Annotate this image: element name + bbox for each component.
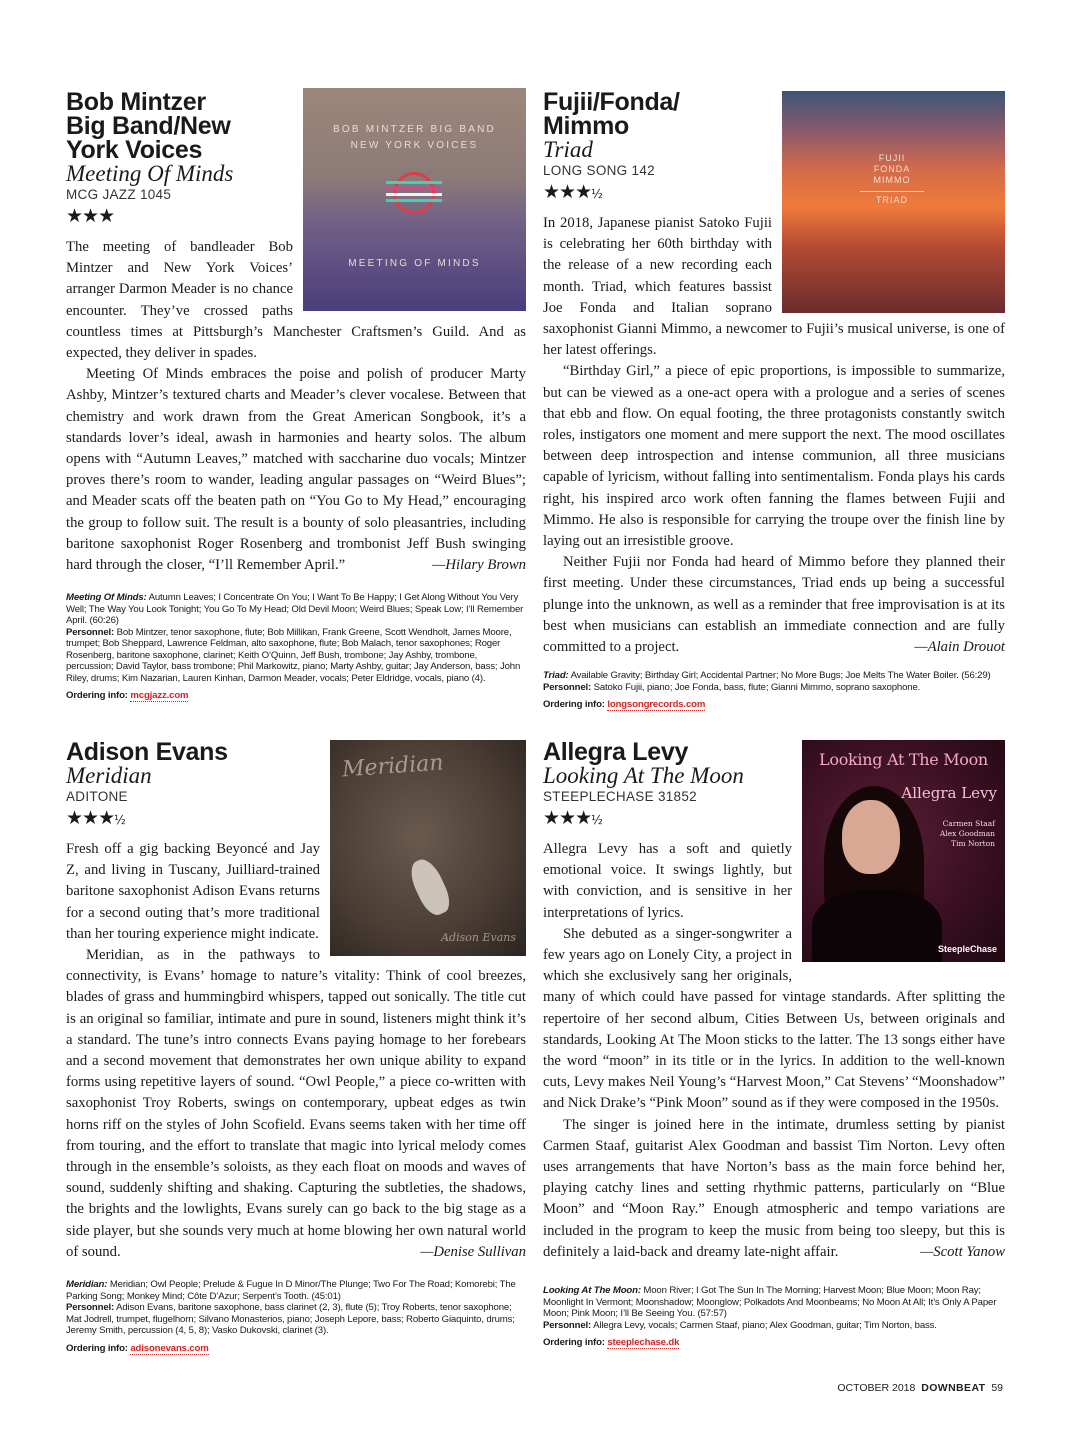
track-list bbox=[543, 1285, 1005, 1320]
paragraph-text: Meeting Of Minds embraces the poise and polish of producer Marty Ashby, Mintzer’s textured charts and Meader’s clever vocalese. Between that chemistry and work drawn from the Great American Songbook, it’s a standards lover’s ideal, awash in harmonies and hearty solos. The album opens with “Autumn Leaves,” matched with saccharine duo vocals; Mintzer proves there’s room to wander, leading angular passages on “Weird Blues”; and Meader scats off the beaten path on “You Go to My Head,” encouraging the group to follow suit. The result is a bounty of solo pleasantries, including baritone saxophonist Roger Rosenberg and trombonist Jeff Bush swinging hard through the closer, “I’ll Remember April.” bbox=[66, 366, 526, 574]
personnel-list: Bob Mintzer, tenor saxophone, flute; Bob Millikan, Frank Greene, Scott Wendholt, James Moore, trumpet; Bob Sheppard, Lawrence Feldman, alto saxophone, flute; Bob Malach, tenor saxophones; Roger Rosenberg, baritone saxophone, clarinet; Keith O’Quinn, Jeff Bush, trombone; Jay Ashby, trombone, percussion; David Taylor, bass trombone; Phil Markowitz, piano; Marty Ashby, guitar; Jay Anderson, bass; John Riley, drums; Kim Nazarian, Lauren Kinhan, Darmon Meader, vocals; Peter Eldridge, vocals, piano (4). bbox=[66, 626, 521, 684]
personnel bbox=[543, 1320, 1005, 1332]
album-cover-meridian[interactable] bbox=[330, 740, 526, 956]
track-list bbox=[66, 1279, 526, 1302]
record-label: ADITONE bbox=[66, 789, 128, 804]
album-title: Meridian bbox=[66, 763, 152, 788]
byline: —Hilary Brown bbox=[432, 557, 526, 574]
paragraph-text: Meridian, as in the pathways to connectivity, is Evans’ homage to nature’s vitality: Think of cool breezes, blades of grass and hummingbird whispers, tapped out sonically. The title cut is an original so familiar, intimate and pure in sound, listeners might think it’s a standard. The tune’s intro connects Evans paying homage to her forebears and a second movement that demonstrates her own unique ability to expand forms using repetitive layers of sound. “Owl People,” a piece co-written with saxophonist Troy Roberts, swings on contemporary, upbeat edges as twin horns riff on the styles of John Scofield. Evans seems taken with her time off from touring, and the effort to translate that magic into lyrical melody comes through in the ensemble’s soloists, as they each float on moods and waves of sound, suddenly shifting and shaking. Capturing the subtleties, the shadows, the brights and the lowlights, Evans surely can go back to the big stage as a side player, but she sounds very much at home blowing her own natural world of sound. bbox=[66, 947, 526, 1260]
review-paragraph: Allegra Levy has a soft and quietly emotional voice. It swings lightly, but with conviction, and is sensitive in her interpretations of lyrics. bbox=[543, 841, 792, 921]
record-label: LONG SONG 142 bbox=[543, 163, 655, 178]
half-star: ½ bbox=[114, 813, 126, 827]
review-paragraph bbox=[66, 364, 526, 576]
review-paragraph: The meeting of bandleader Bob Mintzer and New York Voices’ arranger Darmon Meader is no chance encounter. They’ve crossed paths countless times at Pittsburgh’s Manchester Craftsmen’s Guild. And as expected, they deliver in spades. bbox=[66, 239, 526, 362]
tracks-label: Looking At The Moon: bbox=[543, 1285, 641, 1297]
tracks: Moon River; I Got The Sun In The Morning; Harvest Moon; Blue Moon; Moon Ray; Moonlight In Vermont; Moonshadow; Moonglow; Polkadots And Moonbeams; No Moon At All; It’s Only A Paper Moon; Pink Moon; I’ll Be Seeing You. (57:57) bbox=[543, 1285, 997, 1320]
tracks: Available Gravity; Birthday Girl; Accidental Partner; No More Bugs; Joe Melts The Water Boiler. (56:29) bbox=[570, 670, 991, 682]
album-cover-triad[interactable] bbox=[782, 91, 1005, 313]
personnel-label: Personnel: bbox=[66, 626, 115, 638]
track-list bbox=[543, 670, 1005, 682]
review-paragraph bbox=[66, 945, 526, 1263]
issue-date: OCTOBER 2018 bbox=[837, 1382, 916, 1394]
ordering-label: Ordering info: bbox=[66, 690, 128, 702]
tracks: Autumn Leaves; I Concentrate On You; I Want To Be Happy; I Get Along Without You Very Well; The Way You Look Tonight; You Go To My Head; Old Devil Moon; Weird Blues; Speak Low; I’ll Remember April. (60:26) bbox=[66, 592, 524, 627]
cover-album-title: MEETING OF MINDS bbox=[348, 258, 481, 269]
cover-portrait-face bbox=[842, 800, 900, 874]
artist-line: York Voices bbox=[66, 136, 203, 164]
tracks-label: Meridian: bbox=[66, 1279, 108, 1291]
album-title: Looking At The Moon bbox=[543, 763, 744, 788]
cover-portrait-body bbox=[812, 890, 942, 962]
cover-figure bbox=[405, 855, 455, 919]
stars: ★★★ bbox=[66, 807, 115, 829]
cover-title-script: Meridian bbox=[341, 750, 445, 783]
cover-line: MIMMO bbox=[873, 175, 911, 185]
ordering-info bbox=[66, 1343, 526, 1355]
half-star: ½ bbox=[591, 187, 603, 201]
album-title: Triad bbox=[543, 137, 593, 162]
cover-credits bbox=[940, 819, 995, 849]
tracks: Meridian; Owl People; Prelude & Fugue In D Minor/The Plunge; Two For The Road; Komorebi; The Parking Song; Monkey Mind; Côte D’Azur; Serpent’s Tooth. (45:01) bbox=[66, 1279, 516, 1302]
artist-line: Allegra Levy bbox=[543, 738, 689, 766]
review-bob-mintzer bbox=[66, 90, 526, 702]
personnel-list: Adison Evans, baritone saxophone, bass clarinet (2, 3), flute (5); Troy Roberts, tenor saxophone; Mat Jodrell, trumpet, flugelhorn; Silvano Monasterios, piano; Joseph Lepore, bass; Roberto Giaquinto, drums; Jeremy Smith, percussion (4, 5, 8); Vasko Dukovski, clarinet (3). bbox=[66, 1302, 515, 1337]
review-allegra-levy bbox=[543, 740, 1005, 1349]
personnel-label: Personnel: bbox=[66, 1302, 115, 1314]
stars: ★★★ bbox=[543, 807, 592, 829]
cover-credit: Carmen Staaf bbox=[942, 819, 995, 828]
personnel-label: Personnel: bbox=[543, 681, 592, 693]
review-paragraph: Fresh off a gig backing Beyoncé and Jay Z, and living in Tuscany, Juilliard-trained baritone saxophonist Adison Evans returns for a second outing that’s more traditional than her touring experience might indicate. bbox=[66, 841, 320, 942]
ordering-info bbox=[543, 1337, 1005, 1349]
artist-line: Big Band/New bbox=[66, 112, 231, 140]
ordering-label: Ordering info: bbox=[66, 1342, 128, 1354]
cover-artist-line-2: NEW YORK VOICES bbox=[350, 140, 479, 151]
track-list bbox=[66, 592, 526, 627]
ordering-link[interactable]: longsongrecords.com bbox=[607, 699, 706, 711]
tracks-label: Meeting Of Minds: bbox=[66, 592, 147, 604]
track-notes bbox=[66, 592, 526, 702]
album-cover-meeting-of-minds[interactable] bbox=[303, 88, 526, 311]
artist-line: Bob Mintzer bbox=[66, 88, 206, 116]
personnel bbox=[66, 1302, 526, 1337]
track-notes bbox=[543, 1285, 1005, 1349]
tracks-label: Triad: bbox=[543, 670, 569, 682]
cover-artist-script: Adison Evans bbox=[441, 931, 516, 944]
ordering-link[interactable]: mcgjazz.com bbox=[130, 690, 189, 702]
cover-line: TRIAD bbox=[876, 195, 908, 205]
personnel-label: Personnel: bbox=[543, 1319, 592, 1331]
ordering-label: Ordering info: bbox=[543, 1337, 605, 1349]
review-paragraph: She debuted as a singer-songwriter a few years ago on Lonely City, a project in which she exclusively sang her originals, many of which could have passed for vintage standards. After splitting the repertoire of her second album, Cities Between Us, between originals and standards, Looking At The Moon sticks to the latter. The 13 songs either have the word “moon” in its title or in the lyrics. In addition to the well-known cuts, Levy makes Neil Young’s “Harvest Moon,” Cat Stevens’ “Moonshadow” and Nick Drake’s “Pink Moon” sound as if they were composed in the 1950s. bbox=[543, 925, 1005, 1112]
stars: ★★★ bbox=[543, 181, 592, 203]
byline: —Denise Sullivan bbox=[420, 1243, 526, 1260]
record-label: MCG JAZZ 1045 bbox=[66, 187, 172, 202]
ordering-link[interactable]: adisonevans.com bbox=[130, 1342, 209, 1354]
review-paragraph bbox=[543, 552, 1005, 658]
track-notes bbox=[543, 670, 1005, 711]
review-paragraph: “Birthday Girl,” a piece of epic proportions, is impossible to summarize, but can be viewed as a one-act opera with a prologue and a series of scenes that ebb and flow. On equal footing, the three protagonists constantly switch roles, instigators one moment and mere support the next. The mood oscillates between deep introspection and intense communion, all three musicians capable of lyricism, without falling into sentimentalism. Fonda plays his cards right, his inspired arco work often fanning the flames between Fujii and Mimmo. He also is responsible for carrying the troupe over the finish line by laying out an irresistible groove. bbox=[543, 363, 1005, 550]
review-fujii-fonda-mimmo bbox=[543, 90, 1005, 711]
page-number: 59 bbox=[991, 1382, 1003, 1394]
review-paragraph: In 2018, Japanese pianist Satoko Fujii is celebrating her 60th birthday with the release of a new recording each month. Triad, which features bassist Joe Fonda and Italian soprano saxophonist Gianni Mimmo, a newcomer to Fujii’s musical universe, is one of her latest offerings. bbox=[543, 215, 1005, 359]
artist-line: Mimmo bbox=[543, 112, 630, 140]
album-title: Meeting Of Minds bbox=[66, 161, 234, 186]
track-notes bbox=[66, 1279, 526, 1354]
byline: —Alain Drouot bbox=[914, 639, 1005, 656]
cover-artist-line-1: BOB MINTZER BIG BAND bbox=[333, 124, 496, 135]
paragraph-text: Neither Fujii nor Fonda had heard of Mimmo before they planned their first meeting. Under these circumstances, Triad ends up being a successful plunge into the unknown, as well as a reminder that free improvisation is at its best when musicians can establish an immediate connection and are fully committed to a project. bbox=[543, 554, 1005, 656]
byline: —Scott Yanow bbox=[920, 1243, 1005, 1260]
cover-divider bbox=[860, 191, 924, 192]
page-footer bbox=[837, 1382, 1003, 1394]
personnel-list: Allegra Levy, vocals; Carmen Staaf, piano; Alex Goodman, guitar; Tim Norton, bass. bbox=[593, 1319, 937, 1331]
ordering-label: Ordering info: bbox=[543, 699, 605, 711]
album-cover-looking-at-the-moon[interactable] bbox=[802, 740, 1005, 962]
review-paragraph bbox=[543, 1115, 1005, 1263]
cover-album-title: Looking At The Moon bbox=[819, 750, 988, 769]
cover-credit: Alex Goodman bbox=[939, 829, 995, 838]
ordering-link[interactable]: steeplechase.dk bbox=[607, 1337, 680, 1349]
ordering-info bbox=[543, 699, 1005, 711]
cover-line: FUJII bbox=[878, 153, 906, 163]
personnel bbox=[543, 682, 1005, 694]
cover-text bbox=[852, 153, 932, 206]
cover-logo-icon bbox=[393, 172, 435, 214]
artist-line: Adison Evans bbox=[66, 738, 228, 766]
cover-line: FONDA bbox=[873, 164, 911, 174]
personnel-list: Satoko Fujii, piano; Joe Fonda, bass, flute; Gianni Mimmo, soprano saxophone. bbox=[593, 681, 921, 693]
cover-artist-name: Allegra Levy bbox=[901, 784, 997, 802]
review-adison-evans bbox=[66, 740, 526, 1354]
stars: ★★★ bbox=[66, 205, 115, 227]
cover-label-logo: SteepleChase bbox=[937, 944, 997, 954]
cover-credit: Tim Norton bbox=[951, 839, 995, 848]
paragraph-text: The singer is joined here in the intimate, drumless setting by pianist Carmen Staaf, guitarist Alex Goodman and bassist Tim Norton. Levy often uses arrangements that have Norton’s bass as the main force behind her, playing catchy lines and setting rhythmic patterns, particularly on “Blue Moon” and “Moon Ray.” Enough atmospheric and tempo variations are included in the program to keep the music from being too sleepy, but this is definitely a laid-back and dreamy late-night affair. bbox=[543, 1116, 1005, 1260]
record-label: STEEPLECHASE 31852 bbox=[543, 789, 697, 804]
ordering-info bbox=[66, 690, 526, 702]
magazine-name: DOWNBEAT bbox=[921, 1382, 986, 1394]
personnel bbox=[66, 627, 526, 685]
artist-line: Fujii/Fonda/ bbox=[543, 88, 680, 116]
half-star: ½ bbox=[591, 813, 603, 827]
